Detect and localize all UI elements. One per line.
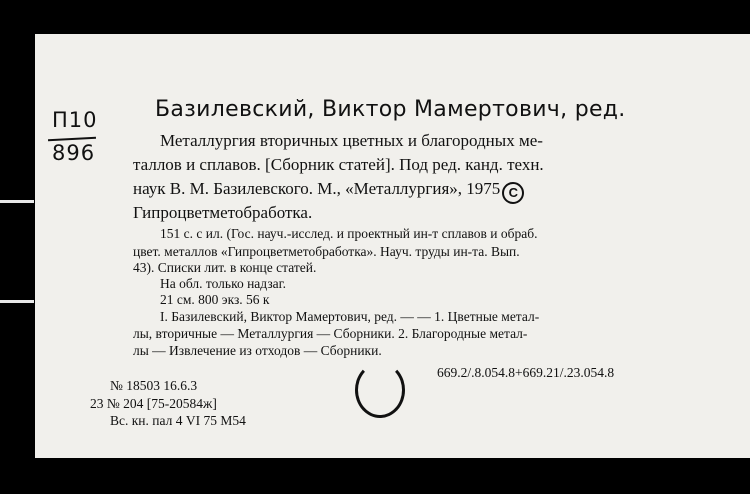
- title-line-3: наук В. М. Базилевского. М., «Металлургия», 1975 C: [133, 179, 524, 204]
- footer-line: Вс. кн. пал 4 VI 75 М54: [110, 413, 246, 428]
- handwritten-author-heading: Базилевский, Виктор Мамертович, ред.: [155, 97, 626, 122]
- tracing-line: лы, вторичные — Металлургия — Сборники. 2. Благородные метал-: [133, 326, 528, 341]
- note-line: 43). Списки лит. в конце статей.: [133, 260, 317, 275]
- stamp-mark: [355, 362, 405, 418]
- footer-line: № 18503 16.6.3: [110, 378, 198, 393]
- shelf-mark-top: П10: [52, 108, 98, 132]
- tracing-line: I. Базилевский, Виктор Мамертович, ред. — — 1. Цветные метал-: [160, 309, 540, 324]
- note-line: На обл. только надзаг.: [160, 276, 287, 291]
- note-line: 21 см. 800 экз. 56 к: [160, 292, 270, 307]
- copyright-icon: C: [502, 182, 524, 204]
- title-line-4: Гипроцветметобработка.: [133, 203, 313, 222]
- title-line-1: Металлургия вторичных цветных и благородных ме-: [160, 131, 543, 150]
- footer-line: 23 № 204 [75-20584ж]: [90, 396, 217, 411]
- card-edge-mark: [0, 300, 34, 303]
- title-line-2: таллов и сплавов. [Сборник статей]. Под ред. канд. техн.: [133, 155, 544, 174]
- note-line: цвет. металлов «Гипроцветметобработка». Науч. труды ин-та. Вып.: [133, 244, 520, 259]
- tracing-line: лы — Извлечение из отходов — Сборники.: [133, 343, 382, 358]
- shelf-mark-bottom: 896: [52, 141, 96, 165]
- classification-index: 669.2/.8.054.8+669.21/.23.054.8: [437, 365, 615, 380]
- note-line: 151 с. с ил. (Гос. науч.-исслед. и проектный ин-т сплавов и обраб.: [160, 226, 538, 241]
- card-edge-mark: [0, 200, 34, 203]
